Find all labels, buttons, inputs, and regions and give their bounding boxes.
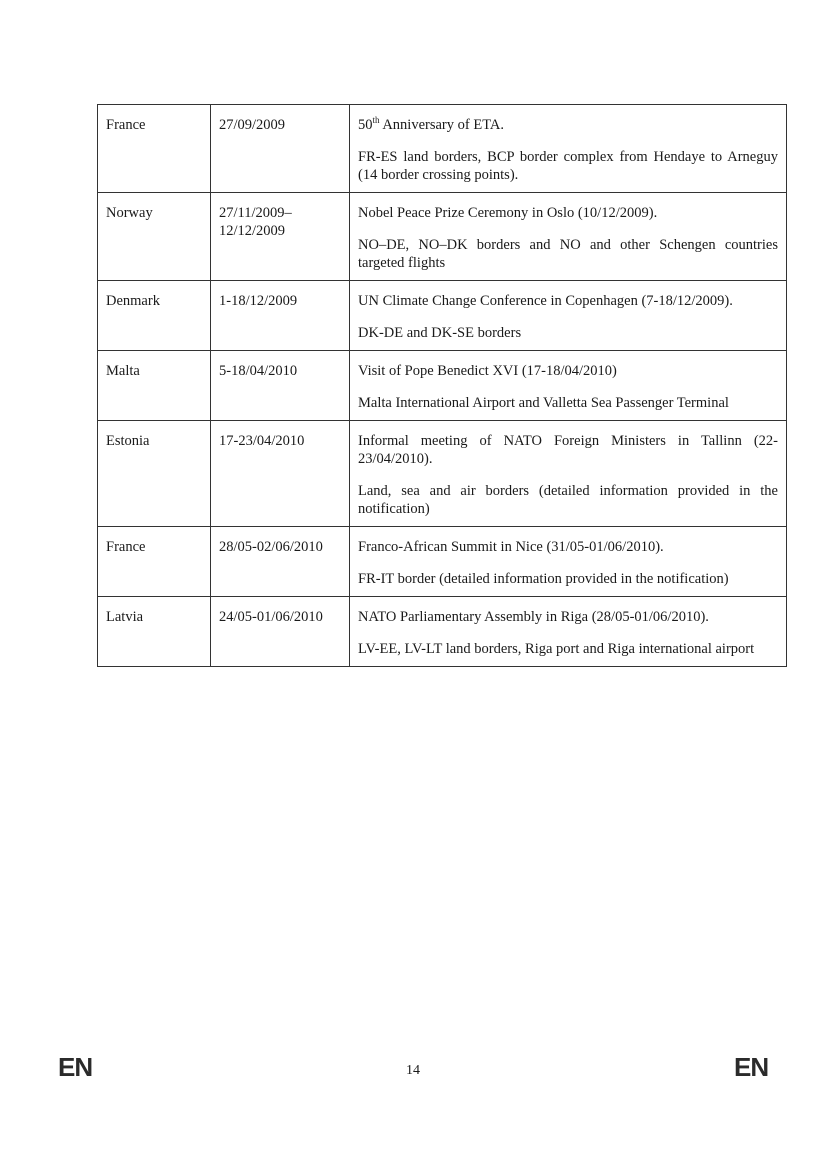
country-cell: Latvia [98,597,211,667]
borders-description: NO–DE, NO–DK borders and NO and other Schengen countries targeted flights [358,237,778,271]
table-row [98,193,787,281]
event-description: UN Climate Change Conference in Copenhagen (7-18/12/2009). [358,293,733,309]
table-row [98,281,787,351]
details-cell [350,527,787,597]
borders-description: Malta International Airport and Valletta Sea Passenger Terminal [358,395,729,411]
table-row [98,351,787,421]
details-cell [350,597,787,667]
event-text: Anniversary of ETA. [379,117,504,133]
dates-cell: 27/09/2009 [211,105,350,193]
dates-cell: 24/05-01/06/2010 [211,597,350,667]
page-number: 14 [406,1063,420,1078]
language-code-left: EN [58,1052,93,1082]
country-cell: France [98,527,211,597]
details-cell [350,281,787,351]
details-cell [350,421,787,527]
event-description: Nobel Peace Prize Ceremony in Oslo (10/12/2009). [358,205,658,221]
border-controls-table [97,104,787,667]
dates-cell: 17-23/04/2010 [211,421,350,527]
borders-description: FR-ES land borders, BCP border complex from Hendaye to Arneguy (14 border crossing points). [358,149,778,183]
language-code-right: EN [734,1052,769,1082]
table-row [98,421,787,527]
event-description: Informal meeting of NATO Foreign Ministers in Tallinn (22-23/04/2010). [358,433,778,467]
country-cell: France [98,105,211,193]
event-description: NATO Parliamentary Assembly in Riga (28/05-01/06/2010). [358,609,709,625]
details-cell [350,193,787,281]
dates-cell: 28/05-02/06/2010 [211,527,350,597]
dates-cell: 27/11/2009–12/12/2009 [211,193,350,281]
details-cell [350,351,787,421]
borders-description: DK-DE and DK-SE borders [358,325,522,341]
event-ordinal-suffix: th [372,115,380,126]
event-description: Franco-African Summit in Nice (31/05-01/06/2010). [358,539,664,555]
event-ordinal: 50 [358,117,373,133]
table-row [98,105,787,193]
borders-description: LV-EE, LV-LT land borders, Riga port and Riga international airport [358,641,755,657]
country-cell: Estonia [98,421,211,527]
borders-description: Land, sea and air borders (detailed information provided in the notification) [358,483,778,517]
event-description: Visit of Pope Benedict XVI (17-18/04/2010) [358,363,617,379]
dates-cell: 1-18/12/2009 [211,281,350,351]
borders-description: FR-IT border (detailed information provided in the notification) [358,571,729,587]
country-cell: Denmark [98,281,211,351]
table-row [98,527,787,597]
details-cell [350,105,787,193]
dates-cell: 5-18/04/2010 [211,351,350,421]
country-cell: Norway [98,193,211,281]
event-description [358,116,778,134]
country-cell: Malta [98,351,211,421]
table-row [98,597,787,667]
